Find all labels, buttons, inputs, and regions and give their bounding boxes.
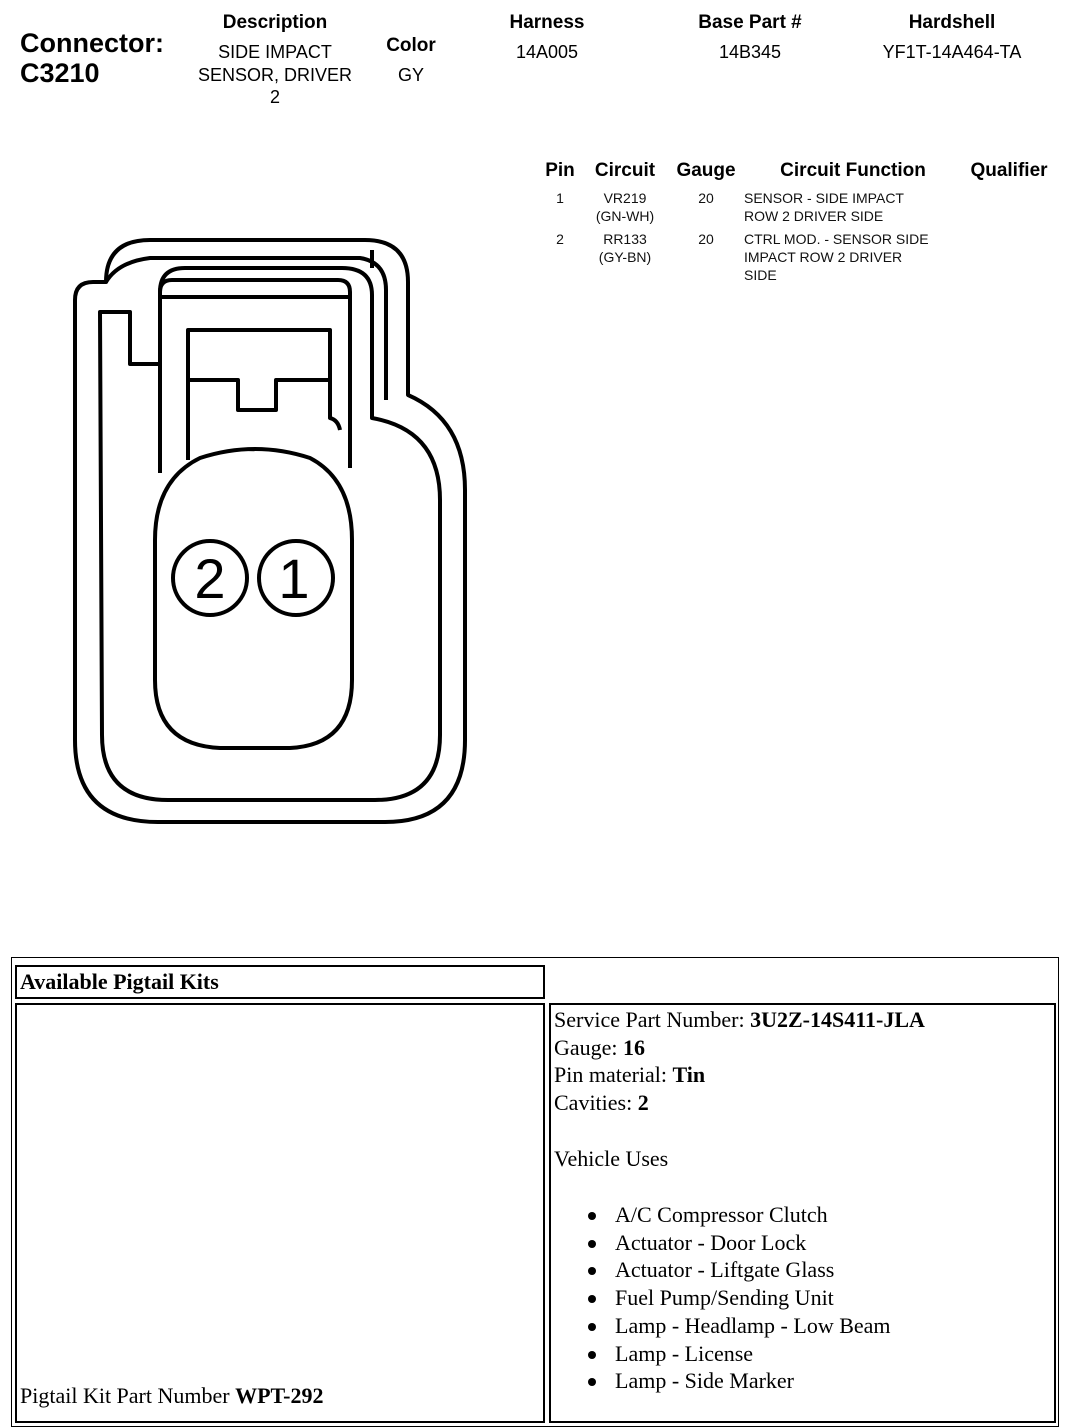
qualifier-column-header: Qualifier [970, 160, 1048, 181]
housing-outer-outline [75, 240, 465, 822]
pin-table-gauge: 20 [698, 190, 714, 206]
list-item: A/C Compressor Clutch [588, 1201, 891, 1229]
function-line: SIDE [744, 267, 777, 283]
function-line: CTRL MOD. - SENSOR SIDE [744, 231, 929, 247]
pin-table-function [744, 230, 964, 284]
description-line: 2 [269, 87, 280, 107]
color-value: GY [397, 65, 424, 85]
pin-table-circuit [583, 230, 667, 266]
bullet-icon [588, 1267, 596, 1275]
circuit-id: VR219 [603, 190, 647, 206]
pin-insert-outline [155, 449, 352, 748]
service-part-number [554, 1006, 925, 1034]
circuit-color: (GN-WH) [595, 208, 655, 224]
pigtail-kits-title: Available Pigtail Kits [20, 969, 219, 994]
gauge-value: 16 [623, 1035, 646, 1060]
circuit-color: (GY-BN) [598, 249, 652, 265]
pin-table-gauge: 20 [698, 231, 714, 247]
function-line: SENSOR - SIDE IMPACT [744, 190, 904, 206]
harness-header: Harness [509, 12, 585, 33]
function-column-header: Circuit Function [780, 160, 926, 181]
pin-table-pin: 1 [556, 190, 564, 206]
service-part-value: 3U2Z-14S411-JLA [750, 1007, 925, 1032]
harness-value: 14A005 [515, 42, 579, 62]
list-item: Lamp - License [588, 1340, 891, 1368]
circuit-column-header: Circuit [594, 160, 656, 181]
pin-material-value: Tin [672, 1062, 706, 1087]
base-part-value: 14B345 [718, 42, 782, 62]
description-line: SIDE IMPACT [218, 42, 332, 62]
pigtail-gauge [554, 1034, 645, 1062]
function-line: ROW 2 DRIVER SIDE [744, 208, 884, 224]
hardshell-value: YF1T-14A464-TA [882, 42, 1022, 62]
pin-cavity-2-label: 2 [194, 547, 226, 610]
pin-material-label: Pin material: [554, 1062, 673, 1087]
vehicle-uses-list [588, 1201, 891, 1395]
vehicle-uses-heading: Vehicle Uses [554, 1146, 669, 1171]
description-value [175, 41, 375, 108]
bullet-icon [588, 1323, 596, 1331]
connector-heading [20, 28, 164, 88]
hardshell-header: Hardshell [908, 12, 996, 33]
gauge-column-header: Gauge [676, 160, 736, 181]
kit-part-value: WPT-292 [235, 1383, 324, 1408]
latch-crossbar [188, 380, 330, 410]
connector-label: Connector: [20, 28, 164, 58]
cavities-label: Cavities: [554, 1090, 638, 1115]
service-part-label: Service Part Number: [554, 1007, 751, 1032]
bullet-icon [588, 1240, 596, 1248]
function-line: IMPACT ROW 2 DRIVER [744, 249, 903, 265]
bullet-icon [588, 1378, 596, 1386]
gauge-label: Gauge: [554, 1035, 624, 1060]
connector-face-diagram [60, 225, 480, 835]
pin-column-header: Pin [545, 160, 575, 181]
housing-inner-outline [100, 268, 440, 800]
pin-table-circuit [583, 189, 667, 225]
pin-cavity-1-label: 1 [278, 547, 310, 610]
base-part-header: Base Part # [698, 12, 802, 33]
pin-material [554, 1061, 705, 1089]
bullet-icon [588, 1212, 596, 1220]
connector-id: C3210 [20, 58, 100, 88]
bullet-icon [588, 1351, 596, 1359]
description-line: SENSOR, DRIVER [197, 65, 353, 85]
pin-table-pin: 2 [556, 231, 564, 247]
pigtail-kit-part-number [20, 1382, 324, 1410]
list-item: Lamp - Side Marker [588, 1367, 891, 1395]
list-item: Fuel Pump/Sending Unit [588, 1284, 891, 1312]
pin-table-function [744, 189, 964, 225]
description-header: Description [222, 12, 328, 33]
kit-part-label: Pigtail Kit Part Number [20, 1383, 236, 1408]
list-item: Actuator - Liftgate Glass [588, 1256, 891, 1284]
list-item: Lamp - Headlamp - Low Beam [588, 1312, 891, 1340]
color-header: Color [386, 35, 436, 56]
bullet-icon [588, 1295, 596, 1303]
list-item: Actuator - Door Lock [588, 1229, 891, 1257]
pigtail-image-cell [15, 1003, 545, 1423]
circuit-id: RR133 [603, 231, 647, 247]
latch-window-outline [188, 330, 340, 460]
cavities-value: 2 [637, 1090, 649, 1115]
cavities [554, 1089, 649, 1117]
